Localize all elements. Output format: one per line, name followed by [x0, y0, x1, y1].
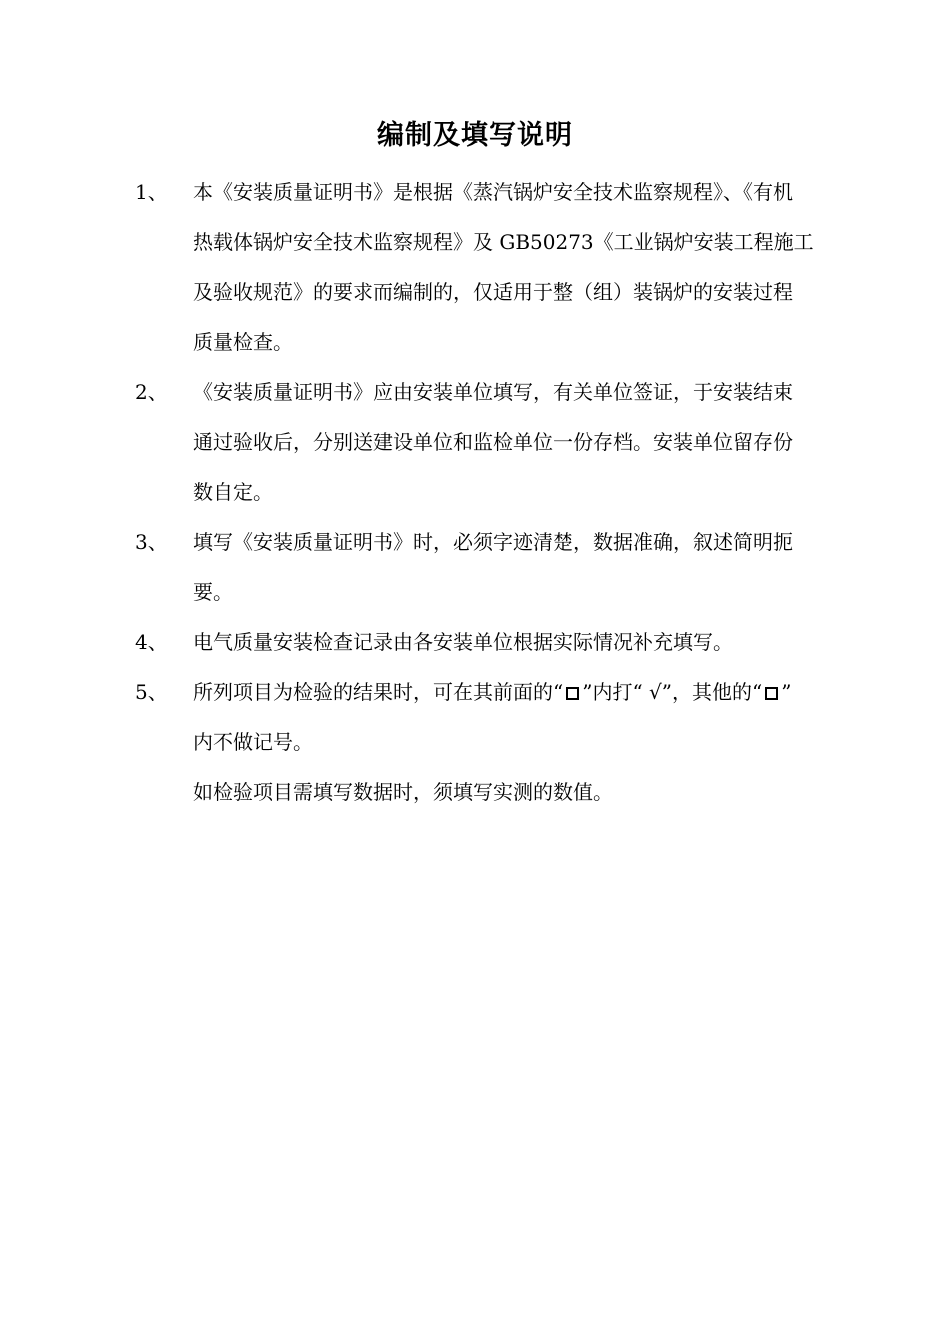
- item-line: 本《安装质量证明书》是根据《蒸汽锅炉安全技术监察规程》、《有机: [193, 180, 793, 204]
- item-line: 《安装质量证明书》应由安装单位填写，有关单位签证，于安装结束: [193, 380, 793, 404]
- item-number: 5、: [135, 680, 168, 704]
- item-line-part: ”: [781, 680, 792, 704]
- item-line: 质量检查。: [193, 330, 293, 354]
- item-line-part: ”内打“ √”，其他的“: [582, 680, 763, 704]
- page-title: 编制及填写说明: [377, 120, 573, 151]
- item-line: 通过验收后，分别送建设单位和监检单位一份存档。安装单位留存份: [193, 430, 793, 454]
- item-line: 数自定。: [193, 480, 273, 504]
- item-line: 及验收规范》的要求而编制的，仅适用于整（组）装锅炉的安装过程: [193, 280, 793, 304]
- item-number: 4、: [135, 630, 168, 654]
- item-line: 热载体锅炉安全技术监察规程》及 GB50273《工业锅炉安装工程施工: [193, 230, 814, 254]
- item-line: 要。: [193, 580, 233, 604]
- item-line: 电气质量安装检查记录由各安装单位根据实际情况补充填写。: [193, 630, 733, 654]
- checkbox-symbol-icon: [566, 687, 579, 700]
- item-line: 填写《安装质量证明书》时，必须字迹清楚，数据准确，叙述简明扼: [193, 530, 793, 554]
- item-line: [193, 667, 791, 717]
- item-number: 1、: [135, 180, 168, 204]
- checkbox-symbol-icon: [765, 687, 778, 700]
- item-line: 内不做记号。: [193, 730, 313, 754]
- item-number: 2、: [135, 380, 168, 404]
- item-number: 3、: [135, 530, 168, 554]
- item-line: 如检验项目需填写数据时，须填写实测的数值。: [193, 780, 613, 804]
- item-line-part: 所列项目为检验的结果时，可在其前面的“: [193, 680, 564, 704]
